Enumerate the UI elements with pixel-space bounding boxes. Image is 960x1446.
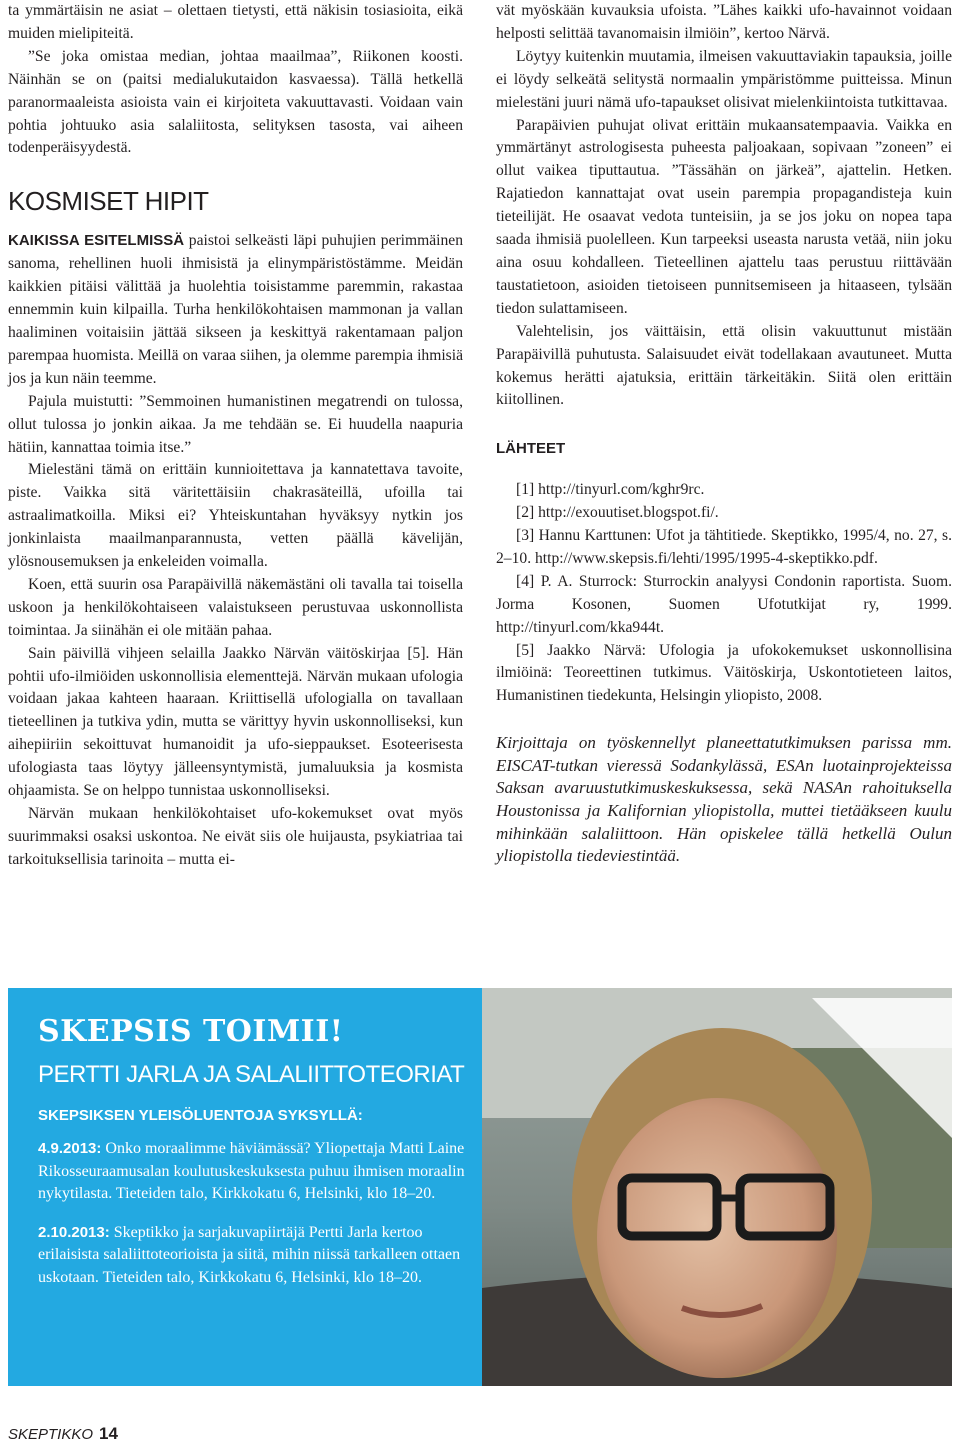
references-heading: LÄHTEET	[496, 440, 566, 458]
portrait-photo	[482, 988, 952, 1386]
event-box	[8, 988, 952, 1386]
box-subtitle: PERTTI JARLA JA SALALIITTOTEORIAT	[38, 1061, 465, 1088]
lead-paragraph	[8, 230, 463, 390]
paragraph: Parapäivien puhujat olivat erittäin mukaansatempaavia. Vaikka en ymmärtänyt astrologisesta puheesta paljoakaan, sopivaan ”zoneen” ei ollut vaikea tiputtautua. ”Tässähän on järkeä”, ajattelin. Hetken. Rajatiedon kannattajat ovat usein parempia propagandisteja kuin tieteilijät. He osaavat vedota tunteisiin, ja se jos joku on nopea tapa saada ihmisiä puolelleen. Kun tarpeeksi useasta narusta vetää, niin joku aina osuu kohdalleen. Tieteellinen ajattelu taas perustuu riittävään taustatietoon, asioiden tietoiseen punnitsemiseen ja hitaaseen, tylsään tiedon sulattamiseen.	[496, 116, 952, 317]
body-paragraphs-right	[496, 0, 952, 412]
magazine-name: SKEPTIKKO	[8, 1426, 94, 1443]
page-footer	[8, 1424, 118, 1444]
section-heading: KOSMISET HIPIT	[8, 186, 209, 217]
author-bio: Kirjoittaja on työskennellyt planeettatutkimuksen parissa mm. EISCAT-tutkan vieressä Sodankylässä, ESAn luotainprojekteissa Saksan avaruustutkimuskeskuksessa, sekä NASAn rahoituksella Houstonissa ja Kalifornian yliopistolla, muttei tietääkseen kuulu mihinkään salaliittoon. Hän opiskelee tällä hetkellä Oulun yliopistolla tiedeviestintää.	[496, 733, 952, 866]
intro-paragraphs	[8, 0, 463, 160]
left-column	[8, 0, 463, 872]
lead-rest: paistoi selkeästi läpi puhujien perimmäinen sanoma, rehellinen huoli ihmisistä ja elinympäristöstämme. Meidän kaikkien pitäisi välittää ja huolehtia toisistamme paremmin, rakastaa ennemmin kuin kilpailla. Turha henkilökohtaisen mammonan ja vallan haaliminen voitaisiin jättää sikseen ja keskittyä rakentamaan paljon parempaa huomista. Meillä on varaa siihen, ja olemme parempia ihmisiä jos ja kun näin teemme.	[8, 232, 463, 387]
event-box-text	[38, 1014, 478, 1305]
event-date: 4.9.2013:	[38, 1140, 102, 1157]
paragraph: Koen, että suurin osa Parapäivillä näkemästäni oli tavalla tai toisella uskoon ja henkilökohtaiseen valaistukseen perustuvaa uskonnollista toimintaa. Ja siinähän ei ole mitään pahaa.	[8, 575, 463, 639]
event-item	[38, 1222, 478, 1290]
event-text: Onko moraalimme häviämässä? Yliopettaja Matti Laine Rikosseuraamusalan koulutuskeskuksesta puhuu ihmisen moraalin nykytilasta. Tieteiden talo, Kirkkokatu 6, Helsinki, klo 18–20.	[38, 1140, 465, 1202]
paragraph: Löytyy kuitenkin muutamia, ilmeisen vakuuttaviakin tapauksia, joille ei löydy selkeätä selitystä normaalin ympäristömme puitteissa. Minun mielestäni juuri nämä ufo-tapaukset olisivat mielenkiintoista tutkittavaa.	[496, 47, 952, 111]
paragraph: ta ymmärtäisin ne asiat – olettaen tietysti, että näkisin tosiasioita, eikä muiden mielipiteitä.	[8, 2, 463, 42]
paragraph: ”Se joka omistaa median, johtaa maailmaa”, Riikonen koosti. Näinhän se on (paitsi medialukutaidon kasvaessa). Tällä hetkellä paranormaaleista asioista vain ei kirjoiteta vakuuttavasti. Voidaan vain pohtia johtuuko asia salaliitosta, selityksen tasosta, vai aiheen todenperäisyydestä.	[8, 47, 463, 157]
reference-item: [5] Jaakko Närvä: Ufologia ja ufokokemukset uskonnollisina ilmiöinä: Teoreettinen tutkimus. Väitöskirja, Uskontotieteen laitos, Humanistinen tiedekunta, Helsingin yliopisto, 2008.	[496, 641, 952, 705]
right-column	[496, 0, 952, 868]
paragraph: vät myöskään kuvauksia ufoista. ”Lähes kaikki ufo-havainnot voidaan helposti selittää tavanomaisin ilmiöin”, kertoo Närvä.	[496, 2, 952, 42]
event-list	[38, 1138, 478, 1289]
reference-item: [1] http://tinyurl.com/kghr9rc.	[516, 481, 705, 499]
paragraph: Mielestäni tämä on erittäin kunnioitettava ja kannatettava tavoite, piste. Vaikka sitä väritettäisiin chakrasäteillä, ufoilla tai astraalimatkoilla. Miksi ei? Yhteiskuntahan hyväksyy nytkin jos jonkinlaista maailmanparannusta, vetten päällä kävelijän, ylösnousemuksen ja enkeleiden voimalla.	[8, 461, 463, 571]
reference-item: [3] Hannu Karttunen: Ufot ja tähtitiede. Skeptikko, 1995/4, no. 27, s. 2–10. http://www.skepsis.fi/lehti/1995/1995-4-skeptikko.pdf.	[496, 527, 952, 567]
reference-item: [4] P. A. Sturrock: Sturrockin analyysi Condonin raportista. Suom. Jorma Kosonen, Suomen Ufotutkijat ry, 1999. http://tinyurl.com/kka944t.	[496, 572, 952, 636]
lead-words: KAIKISSA ESITELMISSÄ	[8, 232, 185, 250]
references-list	[496, 479, 952, 708]
paragraph: Sain päivillä vihjeen selailla Jaakko Närvän väitöskirjaa [5]. Hän pohtii ufo-ilmiöiden uskonnollisia elementtejä. Närvän mukaan ufologia voidaan jakaa kahteen haaraan. Kriittisellä ufologialla on tavallaan tieteellinen ja tutkiva ydin, mutta se värittyy hyvin uskonnolliseksi, kun aihepiiriin sekoittuvat humanoidit ja ufo-sieppaukset. Esoteerisesta ufologiasta taas löytyy jälleensyntymistä, jumaluuksia ja kosmista ohjaamista. Se on helppo tunnistaa uskonnolliseksi.	[8, 644, 463, 800]
body-paragraphs	[8, 391, 463, 872]
event-item	[38, 1138, 478, 1206]
box-title: SKEPSIS TOIMII!	[38, 1014, 344, 1049]
page-number: 14	[99, 1424, 118, 1443]
paragraph: Pajula muistutti: ”Semmoinen humanistinen megatrendi on tulossa, ollut tulossa jo jonkin aikaa. Ja me tehdään se. Ei huudella naapuria hätiin, kannattaa toimia itse.”	[8, 392, 463, 456]
event-text: Skeptikko ja sarjakuvapiirtäjä Pertti Jarla kertoo erilaisista salaliittoteorioista ja siitä, mihin niissä tarkalleen ottaen uskotaan. Tieteiden talo, Kirkkokatu 6, Helsinki, klo 18–20.	[38, 1223, 461, 1286]
box-heading: SKEPSIKSEN YLEISÖLUENTOJA SYKSYLLÄ:	[38, 1107, 363, 1124]
event-date: 2.10.2013:	[38, 1223, 110, 1241]
paragraph: Valehtelisin, jos väittäisin, että olisin vakuuttunut mistään Parapäivillä puhutusta. Salaisuudet eivät todellakaan avautuneet. Mutta kokemus herätti ajatuksia, erittäin tärkeitäkin. Siitä olen erittäin kiitollinen.	[496, 322, 952, 409]
paragraph: Närvän mukaan henkilökohtaiset ufo-kokemukset ovat myös suurimmaksi osaksi uskontoa. Ne eivät siis ole huijausta, psykiatriaa tai tarkoituksellisia tarinoita – mutta ei-	[8, 805, 463, 868]
reference-item: [2] http://exouutiset.blogspot.fi/.	[516, 504, 719, 522]
